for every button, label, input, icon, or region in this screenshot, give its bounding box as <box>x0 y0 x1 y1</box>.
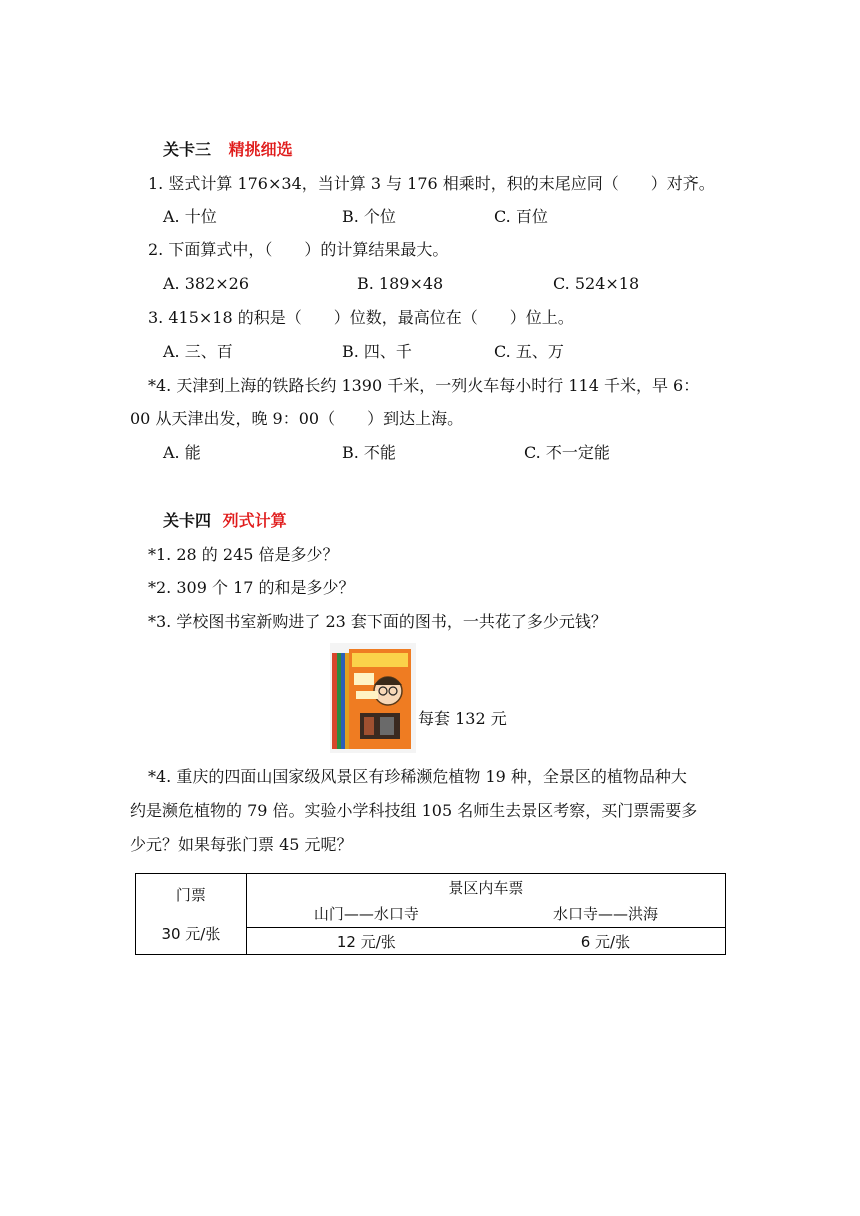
q1-option-a: A. 十位 <box>163 207 217 226</box>
route-1-price: 12 元/张 <box>246 928 486 955</box>
section3-question-2: 2. 下面算式中，（ ）的计算结果最大。 <box>148 240 449 259</box>
section4-question-4-line2: 约是濒危植物的 79 倍。实验小学科技组 105 名师生去景区考察，买门票需要多 <box>130 801 698 820</box>
route-2-price: 6 元/张 <box>486 928 726 955</box>
ticket-price-table <box>135 873 726 955</box>
q1-option-b: B. 个位 <box>342 207 396 226</box>
section3-heading <box>163 140 293 160</box>
section3-question-3: 3. 415×18 的积是（ ）位数，最高位在（ ）位上。 <box>148 308 574 327</box>
section4-question-4-line3: 少元？如果每张门票 45 元呢？ <box>130 835 353 854</box>
section4-heading <box>163 511 287 531</box>
q1-option-c: C. 百位 <box>494 207 548 226</box>
section4-question-2: *2. 309 个 17 的和是多少？ <box>148 578 355 597</box>
section4-question-4-line1: *4. 重庆的四面山国家级风景区有珍稀濒危植物 19 种，全景区的植物品种大 <box>148 767 687 786</box>
q4-option-b: B. 不能 <box>342 443 396 462</box>
section4-question-1: *1. 28 的 245 倍是多少？ <box>148 545 339 564</box>
ticket-cell <box>136 874 247 955</box>
q2-option-b: B. 189×48 <box>357 274 444 293</box>
section4-heading-title: 列式计算 <box>222 511 287 530</box>
section3-question-4-line2: 00 从天津出发，晚 9：00（ ）到达上海。 <box>130 409 464 428</box>
section3-heading-title: 精挑细选 <box>228 140 293 159</box>
q3-option-c: C. 五、万 <box>494 342 564 361</box>
book-price-label: 每套 132 元 <box>418 709 507 728</box>
q4-option-c: C. 不一定能 <box>524 443 610 462</box>
section3-question-1: 1. 竖式计算 176×34，当计算 3 与 176 相乘时，积的末尾应同（ ）对齐。 <box>148 174 715 193</box>
ticket-header: 门票 <box>175 886 206 904</box>
q3-option-b: B. 四、千 <box>342 342 412 361</box>
ticket-price: 30 元/张 <box>161 925 221 943</box>
q2-option-c: C. 524×18 <box>553 274 640 293</box>
route-2-label: 水口寺——洪海 <box>486 901 726 928</box>
section3-heading-prefix: 关卡三 <box>163 140 212 159</box>
route-1-label: 山门——水口寺 <box>246 901 486 928</box>
section3-question-4-line1: *4. 天津到上海的铁路长约 1390 千米，一列火车每小时行 114 千米，早 6： <box>148 376 700 395</box>
section4-question-3: *3. 学校图书室新购进了 23 套下面的图书，一共花了多少元钱？ <box>148 612 607 631</box>
q4-option-a: A. 能 <box>163 443 201 462</box>
q3-option-a: A. 三、百 <box>163 342 233 361</box>
q2-option-a: A. 382×26 <box>163 274 250 293</box>
bus-ticket-header: 景区内车票 <box>246 874 725 901</box>
book-set-image <box>330 643 416 753</box>
section4-heading-prefix: 关卡四 <box>163 511 212 530</box>
